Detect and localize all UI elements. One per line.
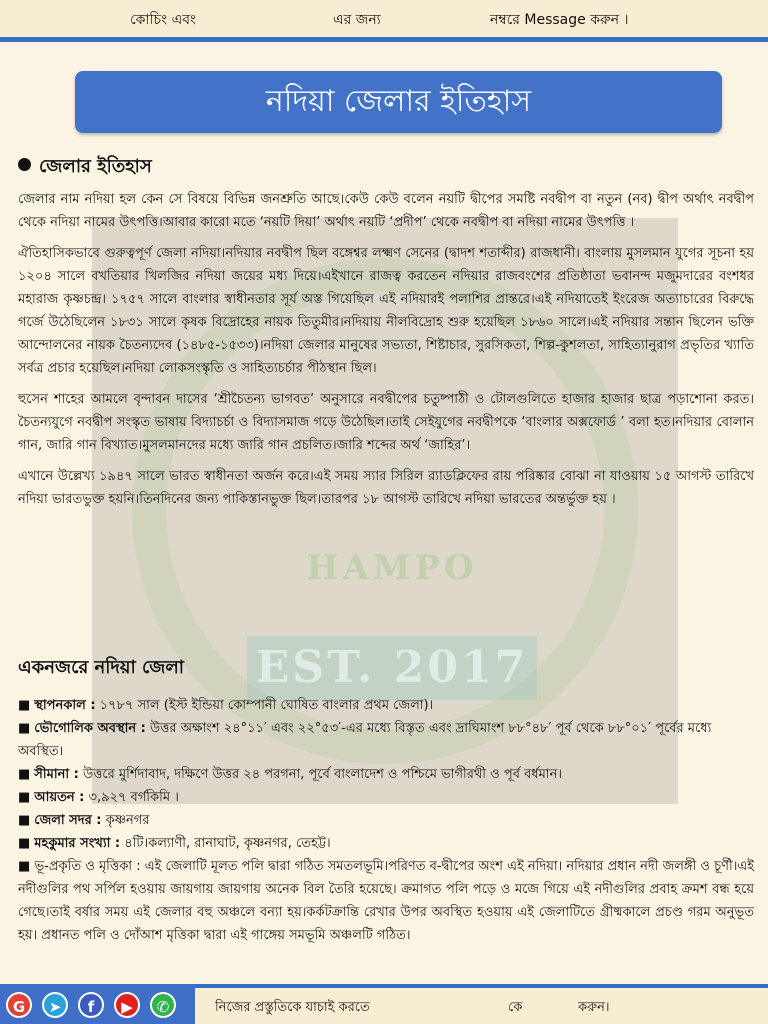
square-bullet-icon: ■ [18, 790, 31, 805]
square-bullet-icon: ■ [18, 767, 31, 782]
square-bullet-icon: ■ [18, 836, 31, 851]
fact-list [18, 694, 754, 947]
geography-paragraph: ■ ভূ-প্রকৃতি ও মৃত্তিকা : এই জেলাটি মূলত পলি দ্বারা গঠিত সমতলভূমি।পরিণত ব-দ্বীপের অংশ এই নদিয়া। নদিয়ার প্রধান নদী জলঙ্গী ও চূর্ণী।এই নদীগুলির পথ সর্পিল হওয়ায় জায়গায় জায়গায় অনেক বিল তৈরি হয়েছে। ক্রমাগত পলি পড়ে ও মজে গিয়ে এই নদীগুলির প্রবাহ ক্রমশ বন্ধ হয়ে গেছে।তাই বর্ষার সময় এই জেলার বহু অঞ্চলে বন্যা হয়।কর্কটক্রান্তি রেখার উপর অবস্থিত হওয়ায় এই জেলাটিতে গ্রীষ্মকালে প্রচণ্ড গরম অনুভূত হয়। প্রধানত পলি ও দোঁআশ মৃত্তিকা দ্বারা এই গাঙ্গেয় সমভূমি অঞ্চলটি গঠিত। [18, 859, 754, 943]
fact-item [18, 763, 754, 786]
fact-item [18, 694, 754, 717]
fact-value: কৃষ্ণনগর [101, 813, 150, 828]
fact-value: ৪টি।কল্যাণী, রানাঘাট, কৃষ্ণনগর, তেহট্ট। [120, 836, 331, 851]
section-heading-overview: একনজরে নদিয়া জেলা [18, 657, 185, 678]
facebook-icon[interactable]: f [78, 992, 104, 1018]
header-right-text: নম্বরে Message করুন । [490, 12, 629, 28]
fact-item [18, 809, 754, 832]
fact-value: উত্তর অক্ষাংশ ২৪°১১′ এবং ২২°৫৩′-এর মধ্যে বিস্তৃত এবং দ্রাঘিমাংশ ৮৮°৪৮′ পূর্ব থেকে ৮৮°০১′ পূর্বের মধ্যে অবস্থিত। [18, 721, 712, 759]
fact-label: মহকুমার সংখ্যা : [34, 836, 121, 851]
history-paragraph: জেলার নাম নদিয়া হল কেন সে বিষয়ে বিভিন্ন জনশ্রুতি আছে।কেউ কেউ বলেন নয়টি দ্বীপের সমষ্টি নবদ্বীপ বা নতুন (নব) দ্বীপ অর্থাৎ নবদ্বীপ থেকে নদিয়া নামের উৎপত্তি।আবার কারো মতে ‘নয়টি দিয়া’ অর্থাৎ নয়টি ‘প্রদীপ’ থেকে নবদ্বীপ বা নদিয়া নামের উৎপত্তি । [18, 192, 754, 230]
footer-right-text: করুন। [578, 1000, 610, 1015]
footer-left-text: নিজের প্রস্তুতিকে যাচাই করতে [215, 1000, 370, 1015]
google-icon[interactable]: G [6, 992, 32, 1018]
fact-label: ভৌগোলিক অবস্থান : [34, 721, 146, 736]
history-paragraph: এখানে উল্লেখ্য ১৯৪৭ সালে ভারত স্বাধীনতা অর্জন করে।এই সময় স্যার সিরিল র‍্যাডক্লিফের রায় পরিষ্কার বোঝা না যাওয়ায় ১৫ আগস্ট তারিখে নদিয়া ভারতভুক্ত হয়নি।তিনদিনের জন্য পাকিস্তানভুক্ত ছিল।তারপর ১৮ আগস্ট তারিখে নদিয়া ভারতের অন্তর্ভুক্ত হয় । [18, 469, 754, 507]
fact-item [18, 786, 754, 809]
square-bullet-icon: ■ [18, 721, 31, 736]
bullet-dot-icon [18, 158, 31, 171]
header-divider [0, 37, 768, 42]
history-paragraph: ঐতিহাসিকভাবে গুরুত্বপূর্ণ জেলা নদিয়া।নদিয়ার নবদ্বীপ ছিল বঙ্গেশ্বর লক্ষ্মণ সেনের (দ্বাদশ শতাব্দীর) রাজধানী। বাংলায় মুসলমান যুগের সূচনা হয় ১২০৪ সালে বখতিয়ার খিলজির নদিয়া জয়ের মধ্য দিয়ে।এইখানে রাজত্ব করতেন নদিয়ার রাজবংশের প্রতিষ্ঠাতা ভবানন্দ মজুমদারের বংশধর মহারাজ কৃষ্ণচন্দ্র। ১৭৫৭ সালে বাংলার স্বাধীনতার সূর্য অস্ত গিয়েছিল এই নদিয়ারই পলাশির প্রান্তরে।এই নদিয়াতেই ইংরেজ অত্যাচারের বিরুদ্ধে গর্জে উঠেছিলেন ১৮৩১ সালে কৃষক বিদ্রোহের নায়ক তিতুমীর।নদিয়ায় নীলবিদ্রোহ শুরু হয়েছিল ১৮৬০ সালে।এই নদিয়ার সন্তান ছিলেন ভক্তি আন্দোলনের নায়ক চৈতন্যদেব (১৪৮৫-১৫৩৩)।নদিয়া জেলার মানুষের সভ্যতা, শিষ্টাচার, সুরসিকতা, শিল্প-কুশলতা, সাহিত্যানুরাগ প্রভৃতির খ্যাতি সর্বত্র প্রচার হয়েছিল।নদিয়া লোকসংস্কৃতি ও সাহিত্যচর্চার পীঠস্থান ছিল। [18, 246, 754, 376]
fact-value: ১৭৮৭ সাল (ইস্ট ইন্ডিয়া কোম্পানী ঘোষিত বাংলার প্রথম জেলা)। [95, 698, 434, 713]
fact-value: উত্তরে মুর্শিদাবাদ, দক্ষিণে উত্তর ২৪ পরগনা, পূর্বে বাংলাদেশ ও পশ্চিমে ভাগীরথী ও পূর্ব বর্ধমান। [78, 767, 562, 782]
watermark-arc-lettering: HAMPO [306, 548, 478, 588]
fact-item [18, 832, 754, 855]
fact-label: সীমানা : [34, 767, 79, 782]
fact-label: স্থাপনকাল : [34, 698, 96, 713]
fact-value: ৩,৯২৭ বর্গকিমি । [84, 790, 179, 805]
fact-label: আয়তন : [34, 790, 85, 805]
square-bullet-icon: ■ [18, 698, 31, 713]
youtube-icon[interactable]: ▶ [114, 992, 140, 1018]
section-heading-history [18, 152, 152, 183]
whatsapp-icon[interactable]: ✆ [150, 992, 176, 1018]
fact-item [18, 717, 754, 763]
watermark-est-lettering: EST. 2017 [247, 636, 537, 700]
telegram-icon[interactable]: ➤ [42, 992, 68, 1018]
page-title: নদিয়া জেলার ইতিহাস [75, 71, 722, 133]
history-body [18, 188, 754, 519]
footer-mid-text: কে [508, 1000, 523, 1015]
header-mid-text: এর জন্য [333, 12, 381, 28]
history-paragraph: হুসেন শাহের আমলে বৃন্দাবন দাসের ‘শ্রীচৈতন্য ভাগবত’ অনুসারে নবদ্বীপের চতুষ্পাঠী ও টোলগুলিতে হাজার হাজার ছাত্র পড়াশোনা করত।চৈতন্যযুগে নবদ্বীপ সংস্কৃত ভাষায় বিদ্যাচর্চা ও বিদ্যাসমাজ গড়ে উঠেছিল।তাই সেইযুগের নবদ্বীপকে ‘বাংলার অক্সফোর্ড ’ বলা হত।নদিয়ার বোলান গান, জারি গান বিখ্যাত।মুসলমানদের মধ্যে জারি গান প্রচলিত।জারি শব্দের অর্থ ‘জাহির’। [18, 392, 754, 453]
square-bullet-icon: ■ [18, 813, 31, 828]
section-heading-history-text: জেলার ইতিহাস [39, 156, 152, 177]
header-bar [0, 0, 768, 36]
social-icon-strip [0, 984, 195, 1024]
header-left-text: কোচিং এবং [130, 12, 197, 28]
fact-label: জেলা সদর : [34, 813, 102, 828]
